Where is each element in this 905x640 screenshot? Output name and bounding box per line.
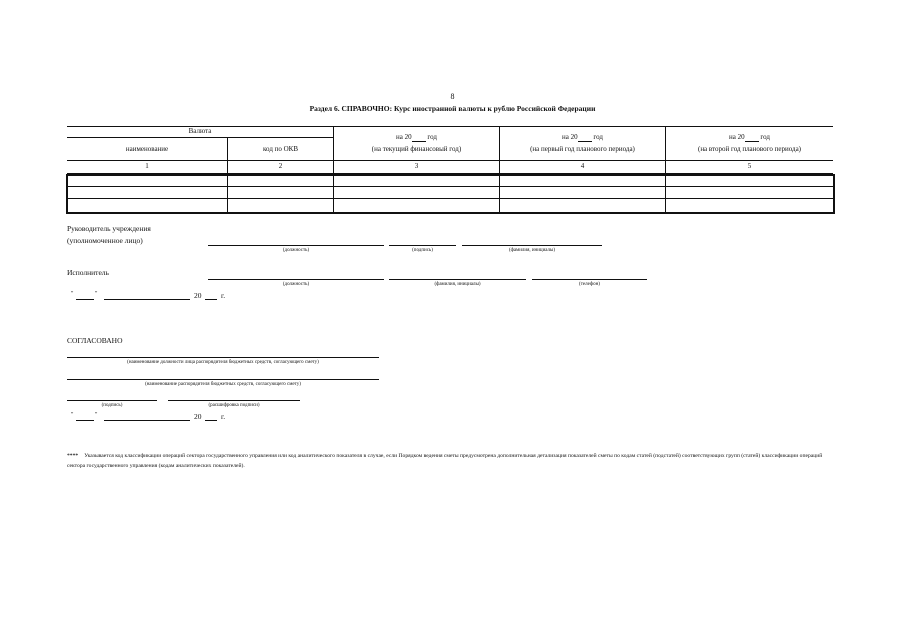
header-okv-code: код по ОКВ [262,145,299,153]
head-name-line[interactable] [462,245,602,246]
header-name: наименование [125,145,169,153]
approval-signature-line[interactable] [67,400,157,401]
head-position-caption: (должность) [282,248,310,253]
approval-date-year-line[interactable] [205,420,217,421]
head-position-line[interactable] [208,245,384,246]
year-prefix: на 20 [562,133,578,141]
header-col3-year [334,133,499,142]
header-col5-year [666,133,833,142]
approval-date-quote-close: " [95,412,98,418]
column-number-3: 3 [414,162,419,170]
approval-title: СОГЛАСОВАНО [67,336,123,345]
header-col4-year [500,133,665,142]
executor-position-caption: (должность) [282,282,310,287]
year-suffix: год [760,133,770,141]
table-row-1-name-cell[interactable] [68,175,227,186]
header-col3-sub: (на текущий финансовый год) [371,145,462,153]
approval-date-year-prefix: 20 [194,412,202,421]
approval-position-caption: (наименование должности лица распорядителя бюджетных средств, согласующего смету) [127,360,319,365]
column-number-1: 1 [145,162,149,170]
approval-org-caption: (наименование распорядителя бюджетных средств, согласующего смету) [145,382,301,387]
executor-phone-caption: (телефон) [579,282,600,287]
executor-label: Исполнитель [67,268,109,277]
header-col5-sub: (на второй год планового периода) [697,145,802,153]
approval-signature-caption: (подпись) [101,403,123,408]
executor-position-line[interactable] [208,279,384,280]
head-signature-line[interactable] [389,245,456,246]
page-number: 8 [450,92,455,101]
date-year-line[interactable] [205,299,217,300]
approval-date-day-line[interactable] [76,420,94,421]
column-number-2: 2 [278,162,283,170]
approval-org-line[interactable] [67,379,379,380]
approval-date-year-suffix: г. [221,412,226,421]
column-number-5: 5 [747,162,752,170]
header-col4-sub: (на первый год планового периода) [530,145,635,153]
year-suffix: год [593,133,603,141]
table-row-3-name-cell[interactable] [68,199,227,210]
head-label: Руководитель учреждения [67,224,151,233]
year-prefix: на 20 [396,133,412,141]
table-row-2-name-cell[interactable] [68,187,227,198]
date-day-line[interactable] [76,299,94,300]
date-month-line[interactable] [104,299,190,300]
date-quote-close: " [95,291,98,297]
executor-phone-line[interactable] [532,279,647,280]
column-number-4: 4 [580,162,585,170]
footnote-text: Указывается код классификации операций сектора государственного управления или код аналитического показателя в случае, если Порядком ведения сметы предусмотрена дополнительная детализация показателей сметы по кодам статей (подстатей) соответствующих групп (статей) классификации операций сектора государственного управления (кодам аналитических показателей). [67,453,823,469]
approval-date-month-line[interactable] [104,420,190,421]
approval-date-quote-open: " [71,412,74,418]
approval-position-line[interactable] [67,357,379,358]
executor-name-caption: (фамилия, инициалы) [434,282,481,287]
executor-name-line[interactable] [389,279,526,280]
footnote-stars: **** [67,453,79,459]
year-prefix: на 20 [729,133,745,141]
date-quote-open: " [71,291,74,297]
year-suffix: год [427,133,437,141]
head-label-sub: (уполномоченное лицо) [67,236,143,245]
approval-name-line[interactable] [168,400,300,401]
footnote [67,451,832,471]
header-currency: Валюта [188,127,212,135]
date-year-prefix: 20 [194,291,202,300]
date-year-suffix: г. [221,291,226,300]
head-signature-caption: (подпись) [412,248,433,253]
approval-name-caption: (расшифровка подписи) [208,403,260,408]
section-title: Раздел 6. СПРАВОЧНО: Курс иностранной валюты к рублю Российской Федерации [309,104,596,113]
head-name-caption: (фамилия, инициалы) [508,248,556,253]
